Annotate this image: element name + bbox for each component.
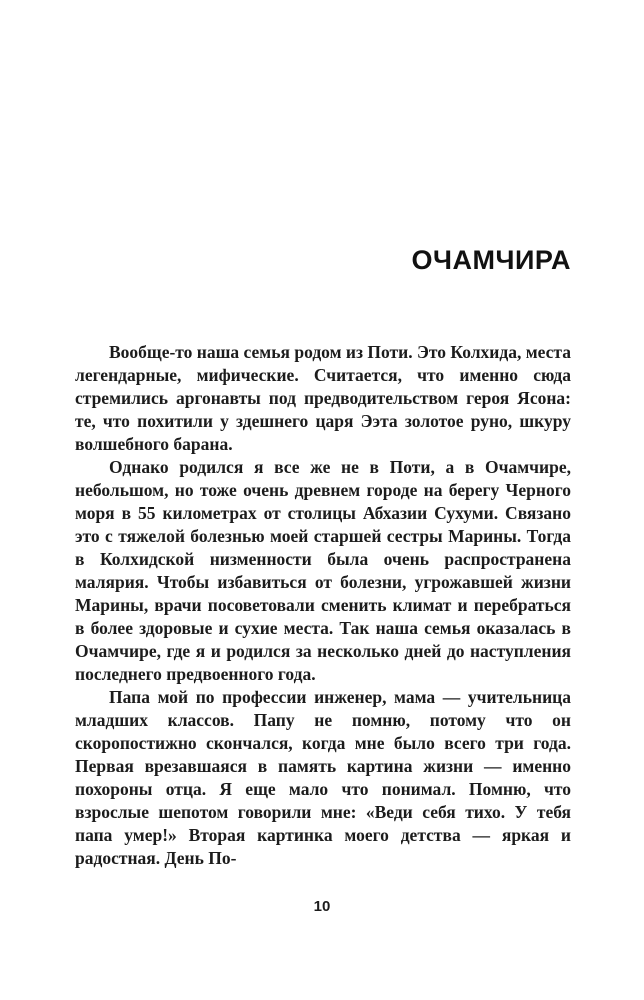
book-page — [75, 0, 571, 1000]
body-text — [75, 341, 571, 870]
paragraph: Однако родился я все же не в Поти, а в Очамчире, небольшом, но тоже очень древнем городе на берегу Черного моря в 55 километрах от столицы Абхазии Сухуми. Связано это с тяжелой болезнью моей старшей сестры Марины. Тогда в Колхидской низменности была очень распространена малярия. Чтобы избавиться от болезни, угрожавшей жизни Марины, врачи посоветовали сменить климат и перебраться в более здоровые и сухие места. Так наша семья оказалась в Очамчире, где я и родился за несколько дней до наступления последнего предвоенного года. — [75, 457, 571, 684]
chapter-title: ОЧАМЧИРА — [411, 245, 571, 275]
page-number: 10 — [313, 898, 331, 915]
paragraph: Папа мой по профессии инженер, мама — учительница младших классов. Папу не помню, потому что он скоропостижно скончался, когда мне было всего три года. Первая врезавшаяся в память картина жизни — именно похороны отца. Я еще мало что понимал. Помню, что взрослые шепотом говорили мне: «Веди себя тихо. У тебя папа умер!» Вторая картинка моего детства — яркая и радостная. День По- — [75, 687, 571, 868]
paragraph: Вообще-то наша семья родом из Поти. Это Колхида, места легендарные, мифические. Считается, что именно сюда стремились аргонавты под предводительством героя Ясона: те, что похитили у здешнего царя Ээта золотое руно, шкуру волшебного барана. — [75, 342, 571, 454]
